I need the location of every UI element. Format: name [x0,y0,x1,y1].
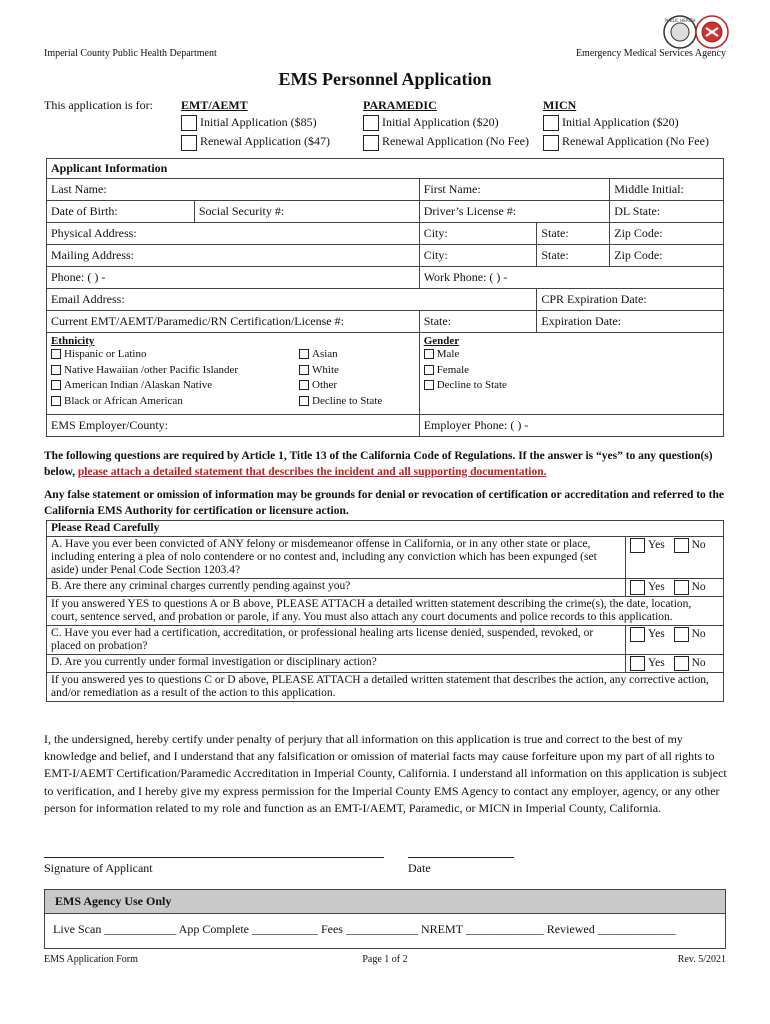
physical-state-field[interactable]: State: [537,223,610,245]
agency-use-box [44,889,726,949]
paramedic-renewal-checkbox[interactable] [363,135,379,151]
group-paramedic [363,98,529,151]
ssn-field[interactable]: Social Security #: [194,201,419,223]
physical-address-field[interactable]: Physical Address: [47,223,420,245]
question-b-no-checkbox[interactable] [674,580,689,595]
ethnicity-col2 [299,347,382,409]
agency-use-title: EMS Agency Use Only [45,890,725,914]
signature-line[interactable] [44,857,384,858]
yes-label: Yes [648,539,665,552]
gender-checkbox-decline[interactable] [424,380,434,390]
cpr-expiration-field[interactable]: CPR Expiration Date: [537,289,724,311]
question-b-yes-checkbox[interactable] [630,580,645,595]
question-d-answers [626,655,724,673]
emt-renewal-checkbox[interactable] [181,135,197,151]
middle-initial-field[interactable]: Middle Initial: [610,179,724,201]
ethnicity-checkbox-black[interactable] [51,396,61,406]
date-line[interactable] [408,857,514,858]
footer-left: EMS Application Form [44,954,138,965]
email-field[interactable]: Email Address: [47,289,537,311]
ethnicity-label: Native Hawaiian /other Pacific Islander [64,363,239,376]
ethnicity-checkbox-white[interactable] [299,365,309,375]
ethnicity-label: Hispanic or Latino [64,348,147,360]
questions-intro-red: please attach a detailed statement that describes the incident and all supporting documentation. [77,466,547,478]
applicant-info-table [46,158,724,437]
gender-label: Male [436,348,460,360]
ethnicity-checkbox-hawaiian[interactable] [51,365,61,375]
group-emt [181,98,330,151]
first-name-field[interactable]: First Name: [419,179,610,201]
gender-checkbox-female[interactable] [424,365,434,375]
question-cd-note: If you answered yes to questions C or D above, PLEASE ATTACH a detailed written statement that describes the action, any corrective action, and/or remediation as a result of the action to this application. [47,673,724,702]
ethnicity-label: Asian [312,348,338,360]
no-label: No [691,581,706,594]
yes-label: Yes [648,657,665,670]
application-for-label: This application is for: [44,98,153,112]
signature-label: Signature of Applicant [44,861,153,875]
paramedic-renewal-label: Renewal Application (No Fee) [382,134,529,149]
cert-expiration-field[interactable]: Expiration Date: [537,311,724,333]
agency-use-fields: Live Scan ____________ App Complete ___________ Fees ____________ NREMT _____________ Reviewed _____________ [53,922,676,936]
ethnicity-label: American Indian /Alaskan Native [64,379,213,391]
gender-label: Decline to State [436,379,507,391]
emt-renewal-label: Renewal Application ($47) [200,134,330,149]
question-c-no-checkbox[interactable] [674,627,689,642]
logo-lettering: PUBLIC HEALTH [664,18,696,23]
work-phone-field[interactable]: Work Phone: ( ) - [419,267,723,289]
yes-label: Yes [648,628,665,641]
question-a-yes-checkbox[interactable] [630,538,645,553]
question-b: B. Are there any criminal charges currently pending against you? [47,579,626,597]
ethnicity-title: Ethnicity [51,335,95,347]
gender-label: Female [436,363,470,376]
drivers-license-field[interactable]: Driver’s License #: [419,201,610,223]
paramedic-initial-label: Initial Application ($20) [382,115,499,129]
certification-number-field[interactable]: Current EMT/AEMT/Paramedic/RN Certification/License #: [47,311,420,333]
emt-initial-checkbox[interactable] [181,115,197,131]
questions-intro [44,448,726,480]
group-micn [543,98,709,151]
physical-zip-field[interactable]: Zip Code: [610,223,724,245]
page-title: EMS Personnel Application [278,69,492,89]
employer-phone-field[interactable]: Employer Phone: ( ) - [419,415,723,437]
cert-state-field[interactable]: State: [419,311,537,333]
mailing-state-field[interactable]: State: [537,245,610,267]
no-label: No [691,539,706,552]
certification-paragraph: I, the undersigned, hereby certify under penalty of perjury that all information on this application is true and correct to the best of my knowledge and belief, and I understand that any falsification or omission of material facts may cause forfeiture upon my part of all rights to EMT-I/AEMT Certification/Paramedic Accreditation in Imperial County, California. I understand all information on this application is subject to verification, and I hereby give my express permission for the Imperial County EMS Agency to contact any employer, agency, or any other person for information related to my role and function as an EMT-I/AEMT, Paramedic, or MICN in Imperial County, California. [44,732,727,815]
no-label: No [691,628,706,641]
ethnicity-checkbox-american-indian[interactable] [51,380,61,390]
group-paramedic-title: PARAMEDIC [363,98,437,112]
public-health-logo-icon [662,14,732,50]
question-d: D. Are you currently under formal investigation or disciplinary action? [47,655,626,673]
ethnicity-label: Black or African American [64,394,183,407]
mailing-zip-field[interactable]: Zip Code: [610,245,724,267]
question-c-yes-checkbox[interactable] [630,627,645,642]
gender-checkbox-male[interactable] [424,349,434,359]
ethnicity-checkbox-decline[interactable] [299,396,309,406]
yes-label: Yes [648,581,665,594]
header-left: Imperial County Public Health Department [44,48,217,59]
group-emt-title: EMT/AEMT [181,98,248,112]
question-d-no-checkbox[interactable] [674,656,689,671]
ethnicity-cell [47,333,420,415]
mailing-city-field[interactable]: City: [419,245,537,267]
questions-intro-text: The following questions are required by Article 1, Title 13 of the California Code of Regulations. If the answer is “yes” to any question(s) below, [44,450,713,478]
footer-right: Rev. 5/2021 [677,954,726,965]
logo-area [662,14,732,50]
micn-renewal-checkbox[interactable] [543,135,559,151]
paramedic-initial-checkbox[interactable] [363,115,379,131]
dl-state-field[interactable]: DL State: [610,201,724,223]
question-c-answers [626,626,724,655]
ethnicity-label: Other [312,379,338,391]
ethnicity-checkbox-hispanic[interactable] [51,349,61,359]
group-micn-title: MICN [543,98,577,112]
question-c: C. Have you ever had a certification, accreditation, or professional healing arts license denied, suspended, revoked, or placed on probation? [47,626,626,655]
question-a-answers [626,537,724,579]
questions-header: Please Read Carefully [47,521,724,537]
ethnicity-label: Decline to State [312,394,383,407]
dob-field[interactable]: Date of Birth: [47,201,195,223]
question-ab-note: If you answered YES to questions A or B above, PLEASE ATTACH a detailed written statement describing the crime(s), the date, location, court, sentence served, and probation or parole, if any. You must also attach any court documents and police records to this application. [47,597,724,626]
date-label: Date [408,861,431,875]
ethnicity-checkbox-other[interactable] [299,380,309,390]
questions-table [46,520,724,702]
last-name-field[interactable]: Last Name: [47,179,420,201]
physical-city-field[interactable]: City: [419,223,537,245]
gender-cell [419,333,723,415]
ethnicity-label: White [312,363,339,376]
micn-initial-checkbox[interactable] [543,115,559,131]
question-b-answers [626,579,724,597]
header-right: Emergency Medical Services Agency [575,48,726,59]
phone-field[interactable]: Phone: ( ) - [47,267,420,289]
question-a: A. Have you ever been convicted of ANY felony or misdemeanor offense in California, or in any other state or place, including entering a plea of nolo contendere or no contest and, including any conviction which has been expunged (set aside) under Penal Code Section 1203.4? [47,537,626,579]
footer-center: Page 1 of 2 [362,954,408,965]
question-a-no-checkbox[interactable] [674,538,689,553]
ems-employer-field[interactable]: EMS Employer/County: [47,415,420,437]
false-statement-warning: Any false statement or omission of information may be grounds for denial or revocation of certification or accreditation and referred to the California EMS Authority for certification or licensure action. [44,489,725,517]
ethnicity-col1 [51,347,299,409]
ethnicity-checkbox-asian[interactable] [299,349,309,359]
question-d-yes-checkbox[interactable] [630,656,645,671]
no-label: No [691,657,706,670]
applicant-section-title: Applicant Information [47,159,724,179]
micn-renewal-label: Renewal Application (No Fee) [562,134,709,149]
emt-initial-label: Initial Application ($85) [200,115,317,129]
micn-initial-label: Initial Application ($20) [562,115,679,129]
gender-title: Gender [423,335,460,347]
mailing-address-field[interactable]: Mailing Address: [47,245,420,267]
